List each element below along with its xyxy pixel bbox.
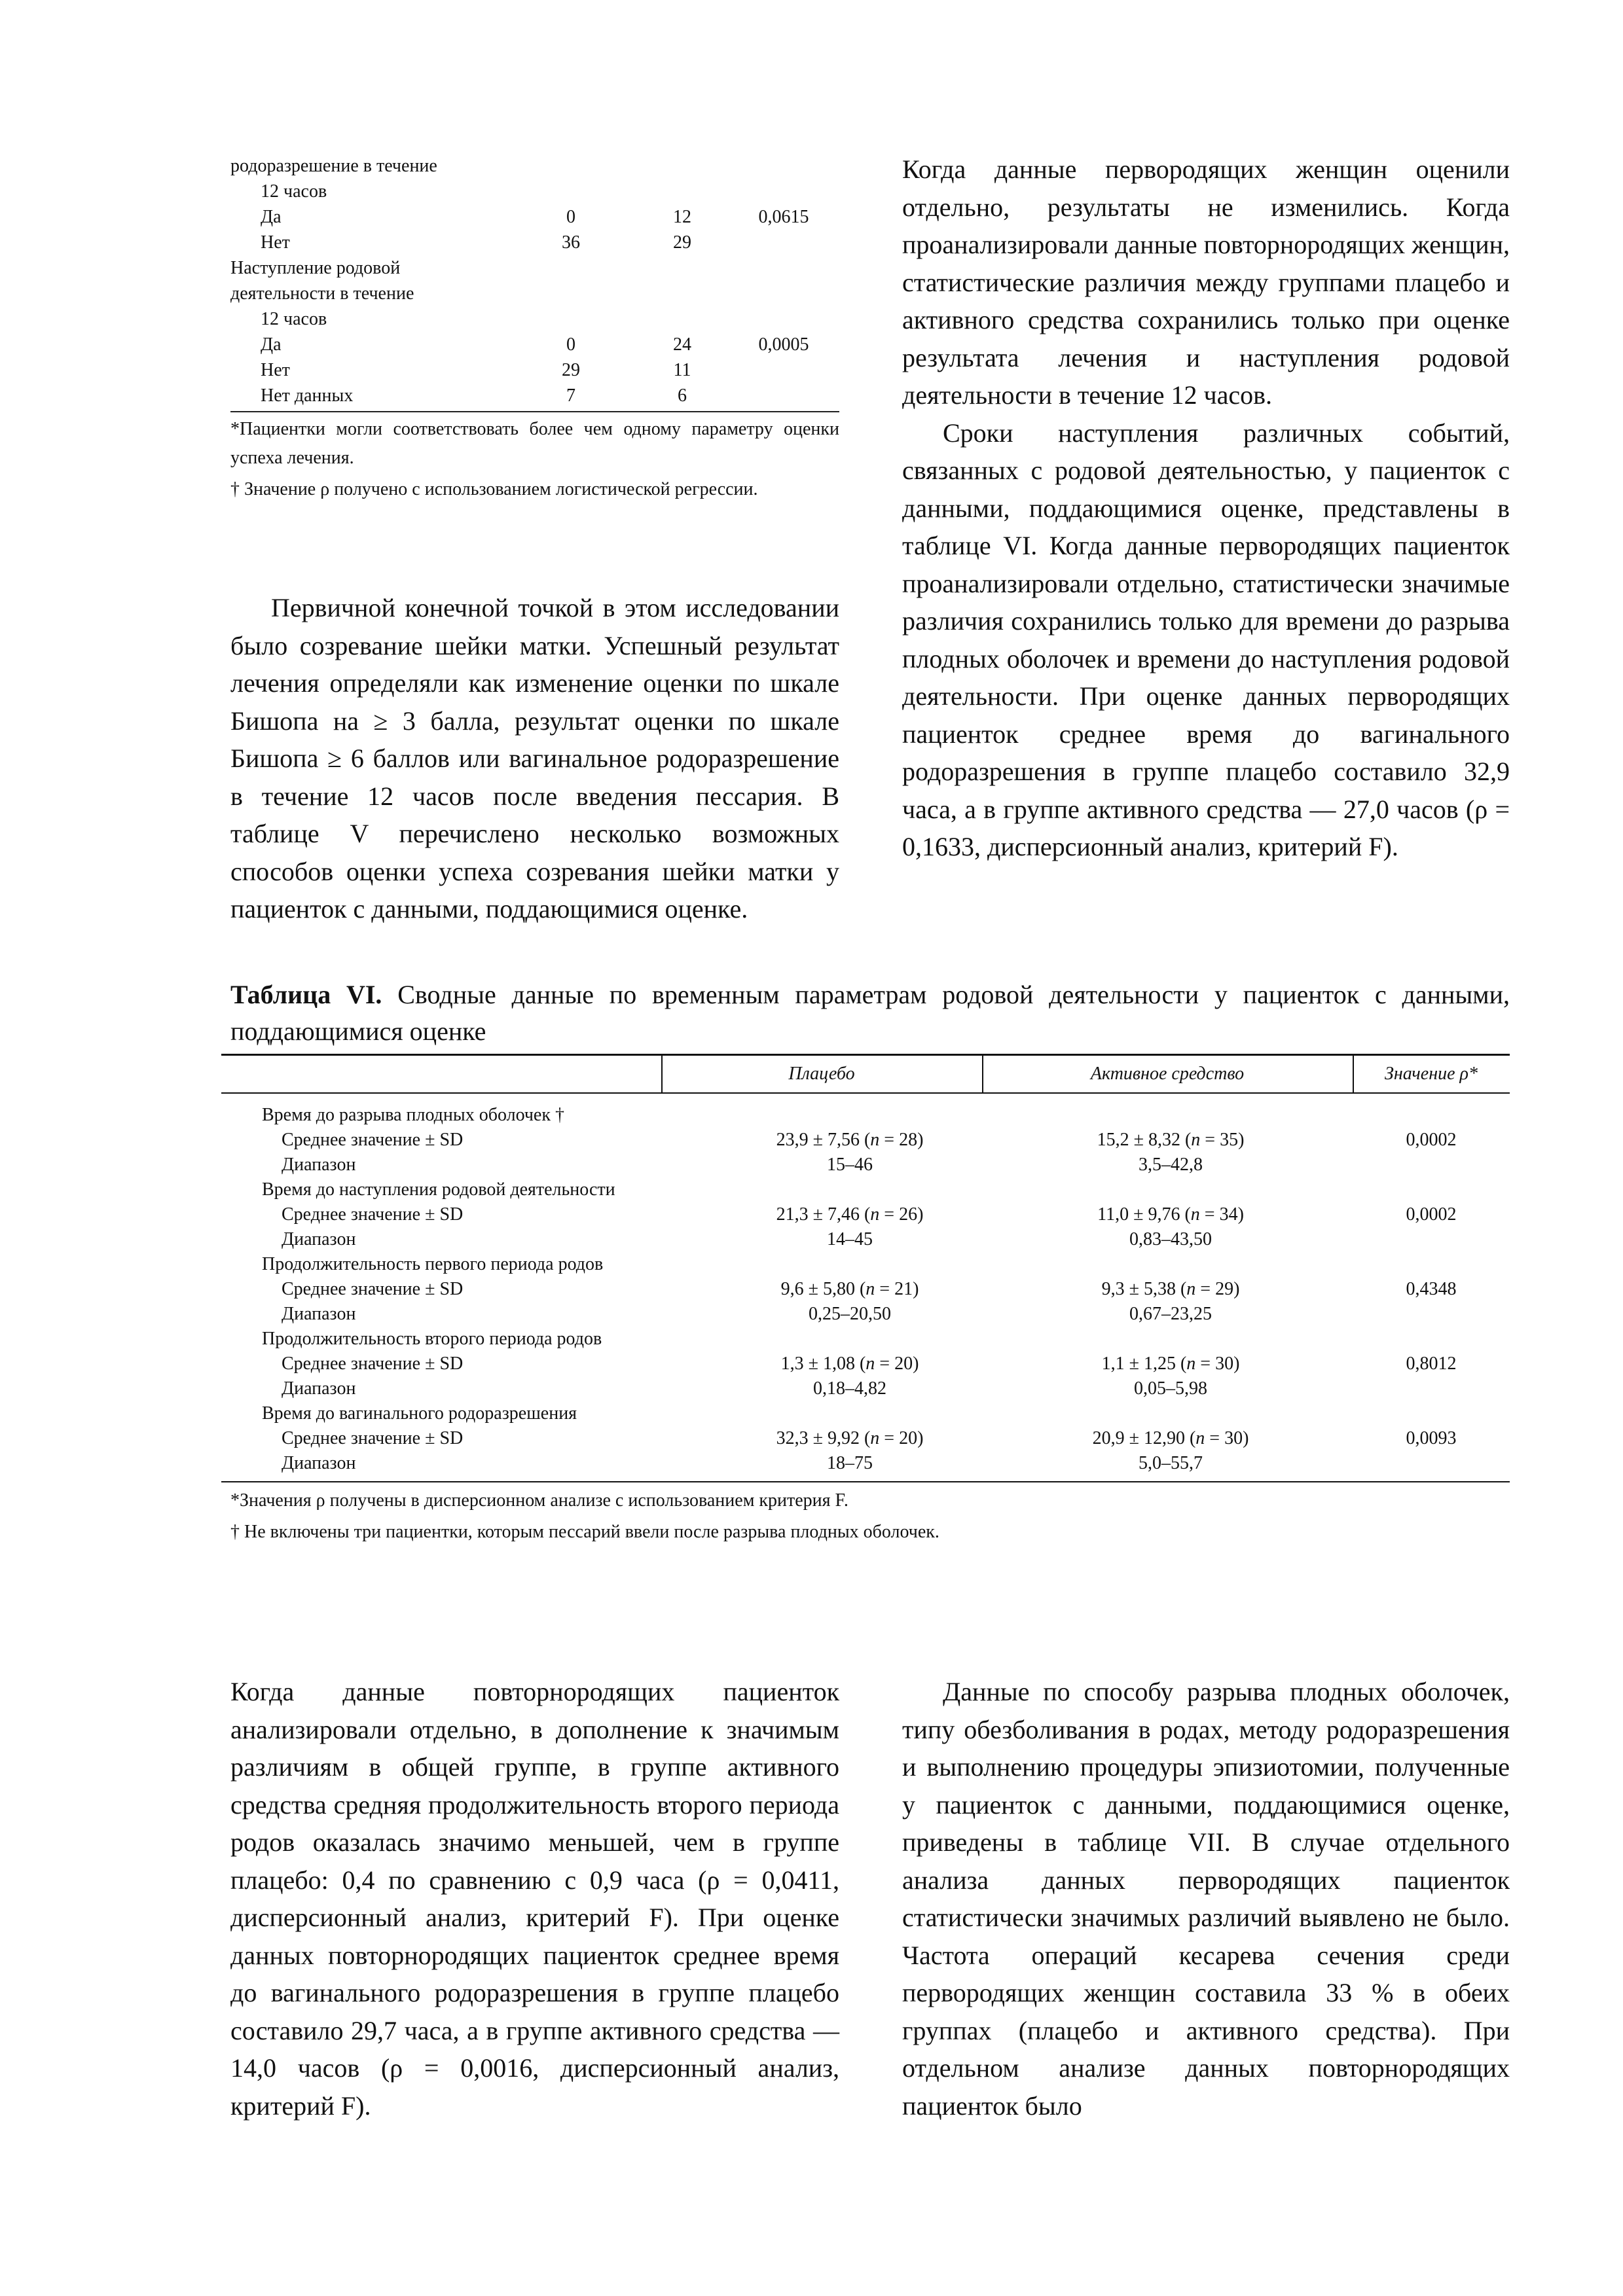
table-vi-cell-range: 18–75	[827, 1453, 873, 1473]
table-vi-cell-range: 0,18–4,82	[813, 1378, 886, 1399]
table-vi-notes	[221, 1485, 1510, 1548]
table-vi-n-value: 28	[899, 1130, 918, 1150]
table-vi-group-label: Время до наступления родовой деятельности	[262, 1179, 615, 1200]
table-v-cell-c1: 29	[562, 360, 580, 380]
table-v-row	[230, 255, 839, 306]
paragraph-timing-events: Сроки наступления различных событий, связанных с родовой деятельностью, у пациенток с данными, поддающимися оценке, представлены в таблице VI. Когда данные первородящих пациенток проанализировали отдельно, статистически значимые различия сохранились только для времени до разрыва плодных оболочек и времени до наступления родовой деятельности. При оценке данных первородящих пациенток среднее время до вагинального родоразрешения в группе плацебо составило 32,9 часа, а в группе активного средства — 27,0 часов (ρ = 0,1633, дисперсионный анализ, критерий F).	[902, 418, 1510, 861]
table-vi-group-title	[221, 1327, 1510, 1352]
table-vi-cell-pvalue: 0,4348	[1406, 1279, 1457, 1299]
table-vi-group-label: Продолжительность первого периода родов	[262, 1254, 604, 1274]
table-vi-note-2: † Не включены три пациентки, которым пессарий ввели после разрыва плодных оболочек.	[230, 1522, 939, 1542]
table-v-cell-c2: 12	[673, 207, 691, 227]
table-vi-n-value: 20	[894, 1354, 913, 1374]
table-v-cell-c3: 0,0615	[758, 207, 809, 227]
table-vi-row-label: Диапазон	[282, 1453, 356, 1473]
table-vi-n-value: 34	[1219, 1204, 1238, 1225]
table-vi-mean-value: 32,3 ± 9,92	[776, 1428, 860, 1448]
table-vi-cell-mean: 21,3 ± 7,46 (n = 26)	[776, 1204, 924, 1225]
table-v-cell-c2: 29	[673, 232, 691, 253]
table-vi-mean-value: 20,9 ± 12,90	[1092, 1428, 1185, 1448]
table-vi-row-range	[221, 1227, 1510, 1252]
table-vi-cell-mean: 32,3 ± 9,92 (n = 20)	[776, 1428, 924, 1448]
table-vi-note-1: *Значения ρ получены в дисперсионном анализе с использованием критерия F.	[230, 1490, 848, 1511]
table-vi-caption-text: Сводные данные по временным параметрам родовой деятельности у пациенток с данными, поддающимися оценке	[230, 980, 1510, 1046]
table-v-row-label: 12 часов	[261, 309, 327, 329]
table-vi-header-active: Активное средство	[1090, 1064, 1245, 1084]
table-v-row-label: Нет	[261, 360, 290, 380]
table-vi-mean-value: 15,2 ± 8,32	[1097, 1130, 1180, 1150]
left-column-upper	[230, 589, 839, 928]
table-vi-group-title	[221, 1103, 1510, 1128]
table-vi-row-range	[221, 1451, 1510, 1476]
table-vi-n-value: 35	[1220, 1130, 1239, 1150]
table-v-row-label: Наступление родовой деятельности в течение	[230, 258, 414, 304]
table-v-row	[230, 153, 839, 179]
table-vi-group-title	[221, 1252, 1510, 1277]
table-vi-row-label: Диапазон	[282, 1229, 356, 1249]
paragraph-primiparous-results: Когда данные первородящих женщин оценили отдельно, результаты не изменились. Когда проанализировали данные повторнородящих женщин, статистические различия между группами плацебо и активного средства сохранились только при оценке результата лечения и наступления родовой деятельности в течение 12 часов.	[902, 154, 1510, 410]
table-vi-row-mean	[221, 1426, 1510, 1451]
table-vi-cell-pvalue: 0,8012	[1406, 1354, 1457, 1374]
table-vi-n-value: 29	[1215, 1279, 1234, 1299]
table-vi-row-mean	[221, 1202, 1510, 1227]
table-v-cell-c1: 0	[566, 334, 575, 355]
table-vi-group-title	[221, 1177, 1510, 1202]
table-vi-n-value: 21	[894, 1279, 913, 1299]
table-vi-row-label: Среднее значение ± SD	[282, 1354, 464, 1374]
table-vi-cell-mean: 9,3 ± 5,38 (n = 29)	[1101, 1279, 1240, 1299]
table-vi-cell-mean: 15,2 ± 8,32 (n = 35)	[1097, 1130, 1245, 1150]
table-vi-group-label: Продолжительность второго периода родов	[262, 1329, 602, 1349]
table-vi-row-mean	[221, 1352, 1510, 1376]
table-vi-cell-range: 15–46	[827, 1155, 873, 1175]
table-v-cell-c2: 24	[673, 334, 691, 355]
left-column-lower	[230, 1673, 839, 2125]
table-vi-n-value: 30	[1224, 1428, 1243, 1448]
table-vi-mean-value: 21,3 ± 7,46	[776, 1204, 860, 1225]
table-vi-cell-range: 5,0–55,7	[1139, 1453, 1203, 1473]
table-vi-header-placebo: Плацебо	[788, 1064, 855, 1084]
table-vi-group-label: Время до разрыва плодных оболочек †	[262, 1105, 564, 1125]
table-vi-cell-mean: 23,9 ± 7,56 (n = 28)	[776, 1130, 924, 1150]
table-v-row	[230, 230, 839, 255]
paragraph-primary-endpoint: Первичной конечной точкой в этом исследовании было созревание шейки матки. Успешный результат лечения определяли как изменение оценки по шкале Бишопа на ≥ 3 балла, результат оценки по шкале Бишопа ≥ 6 баллов или вагинальное родоразрешение в течение 12 часов после введения пессария. В таблице V перечислено несколько возможных способов оценки успеха созревания шейки матки у пациенток с данными, поддающимися оценке.	[230, 593, 839, 924]
table-vi-row-mean	[221, 1128, 1510, 1153]
table-v-row-label: Да	[261, 207, 282, 227]
table-vi-group-title	[221, 1401, 1510, 1426]
table-v-cell-c1: 7	[566, 386, 575, 406]
table-vi-row-label: Среднее значение ± SD	[282, 1428, 464, 1448]
table-vi-group-label: Время до вагинального родоразрешения	[262, 1403, 577, 1424]
paragraph-membrane-rupture-data: Данные по способу разрыва плодных оболочек, типу обезболивания в родах, методу родоразрешения и выполнению процедуры эпизиотомии, полученные у пациенток с данными, поддающимися оценке, приведены в таблице VII. В случае отдельного анализа данных первородящих пациенток статистически значимых различий выявлено не было. Частота операций кесарева сечения среди первородящих женщин составила 33 % в обеих группах (плацебо и активного средства). При отдельном анализе данных повторнородящих пациенток было	[902, 1677, 1510, 2121]
table-v-continuation	[230, 153, 839, 504]
table-v-note-1: *Пациентки могли соответствовать более чем одному параметру оценки успеха лечения.	[230, 419, 839, 468]
table-vi-cell-range: 3,5–42,8	[1139, 1155, 1203, 1175]
table-vi-body	[221, 1094, 1510, 1482]
table-v-row-label: Нет	[261, 232, 290, 253]
table-v-row	[230, 306, 839, 332]
table-vi-row-range	[221, 1376, 1510, 1401]
table-vi-header	[221, 1054, 1510, 1094]
table-vi-header-pvalue: Значение ρ*	[1385, 1064, 1478, 1084]
right-column-upper	[902, 151, 1510, 866]
table-v-row	[230, 332, 839, 357]
table-v-bottom-rule	[230, 411, 839, 412]
table-v-row	[230, 383, 839, 408]
table-v-cell-c2: 6	[678, 386, 687, 406]
table-v-row-label: 12 часов	[261, 181, 327, 202]
table-v-cell-c1: 0	[566, 207, 575, 227]
table-vi	[221, 1054, 1510, 1548]
paragraph-multiparous-analysis: Когда данные повторнородящих пациенток анализировали отдельно, в дополнение к значимым различиям в общей группе, в группе активного средства средняя продолжительность второго периода родов оказалась значимо меньшей, чем в группе плацебо: 0,4 по сравнению с 0,9 часа (ρ = 0,0411, дисперсионный анализ, критерий F). При оценке данных повторнородящих пациенток среднее время до вагинального родоразрешения в группе плацебо составило 29,7 часа, а в группе активного средства — 14,0 часов (ρ = 0,0016, дисперсионный анализ, критерий F).	[230, 1677, 839, 2121]
table-vi-cell-mean: 9,6 ± 5,80 (n = 21)	[780, 1279, 919, 1299]
table-vi-cell-range: 14–45	[827, 1229, 873, 1249]
table-vi-row-label: Диапазон	[282, 1304, 356, 1324]
table-vi-cell-range: 0,05–5,98	[1134, 1378, 1207, 1399]
table-vi-cell-range: 0,25–20,50	[809, 1304, 891, 1324]
table-vi-cell-mean: 1,1 ± 1,25 (n = 30)	[1101, 1354, 1240, 1374]
table-vi-cell-mean: 1,3 ± 1,08 (n = 20)	[780, 1354, 919, 1374]
table-v-row-label: Нет данных	[261, 386, 354, 406]
table-vi-cell-pvalue: 0,0002	[1406, 1204, 1457, 1225]
table-v-row	[230, 179, 839, 204]
table-vi-cell-mean: 20,9 ± 12,90 (n = 30)	[1092, 1428, 1249, 1448]
table-vi-row-range	[221, 1153, 1510, 1177]
table-vi-mean-value: 23,9 ± 7,56	[776, 1130, 860, 1150]
table-vi-row-label: Среднее значение ± SD	[282, 1130, 464, 1150]
table-vi-row-label: Среднее значение ± SD	[282, 1204, 464, 1225]
table-vi-cell-pvalue: 0,0093	[1406, 1428, 1457, 1448]
table-v-cell-c2: 11	[673, 360, 691, 380]
table-vi-cell-range: 0,83–43,50	[1129, 1229, 1212, 1249]
table-vi-cell-mean: 11,0 ± 9,76 (n = 34)	[1097, 1204, 1244, 1225]
table-v-cell-c3: 0,0005	[758, 334, 809, 355]
table-vi-row-label: Среднее значение ± SD	[282, 1279, 464, 1299]
table-v-row	[230, 204, 839, 230]
table-vi-mean-value: 9,6 ± 5,80	[780, 1279, 855, 1299]
table-v-row-label: Да	[261, 334, 282, 355]
table-v-rows	[230, 153, 839, 408]
table-v-note-2: † Значение ρ получено с использованием логистической регрессии.	[230, 479, 758, 499]
table-vi-mean-value: 1,1 ± 1,25	[1101, 1354, 1176, 1374]
table-vi-row-label: Диапазон	[282, 1378, 356, 1399]
table-vi-caption	[230, 977, 1510, 1050]
table-vi-mean-value: 9,3 ± 5,38	[1101, 1279, 1176, 1299]
right-column-lower	[902, 1673, 1510, 2125]
table-vi-n-value: 30	[1215, 1354, 1234, 1374]
table-vi-n-value: 26	[899, 1204, 918, 1225]
table-vi-mean-value: 1,3 ± 1,08	[780, 1354, 855, 1374]
table-vi-n-value: 20	[899, 1428, 918, 1448]
table-vi-caption-label: Таблица VI.	[230, 980, 382, 1009]
table-vi-cell-pvalue: 0,0002	[1406, 1130, 1457, 1150]
table-v-cell-c1: 36	[562, 232, 580, 253]
table-v-row-label: родоразрешение в течение	[230, 156, 437, 176]
table-vi-row-label: Диапазон	[282, 1155, 356, 1175]
table-v-row	[230, 357, 839, 383]
table-vi-row-mean	[221, 1277, 1510, 1302]
table-vi-row-range	[221, 1302, 1510, 1327]
table-vi-cell-range: 0,67–23,25	[1129, 1304, 1212, 1324]
table-vi-mean-value: 11,0 ± 9,76	[1097, 1204, 1180, 1225]
